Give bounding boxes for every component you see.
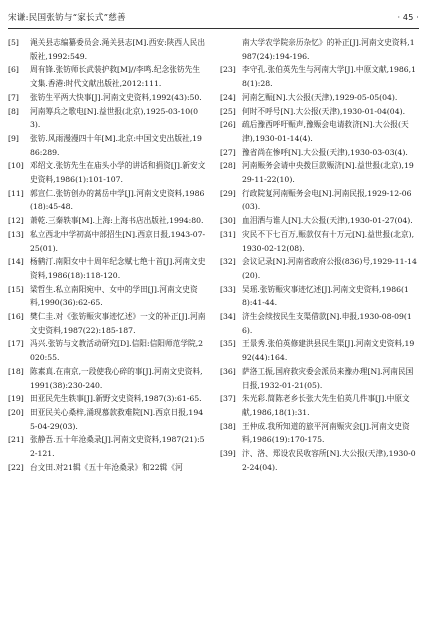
reference-item (8, 461, 206, 475)
reference-number: [21] (8, 435, 24, 445)
reference-number: [16] (8, 312, 24, 322)
reference-item (8, 91, 206, 105)
reference-text: 萧乾.三秦轶事[M].上海:上海书店出版社,1994:80. (30, 216, 204, 226)
reference-number: [23] (220, 65, 236, 75)
reference-item (220, 365, 418, 392)
reference-number: [32] (220, 257, 236, 267)
reference-text: 灾民不下七百万,赈款仅有十万元[N].益世报(北京),1930-02-12(08). (242, 229, 415, 253)
running-header (8, 6, 419, 29)
reference-number: [31] (220, 229, 236, 239)
reference-item (8, 63, 206, 90)
reference-text: 田亚民先生轶事[J].新野文史资料,1987(3):61-65. (30, 394, 202, 404)
reference-number: [8] (8, 106, 19, 116)
reference-text: 吴瑶.张钫赈灾事迹忆述[J].河南文史资料,1986(18):41-44. (242, 284, 409, 308)
reference-text: 汴、洛、郑设农民收容所[N].大公报(天津),1930-02-24(04). (242, 449, 416, 472)
reference-text: 南大学农学院亲历杂忆》的补正[J].河南文史资料,1987(24):194-196. (242, 38, 415, 61)
reference-text: 疏后豫西呼吁赈声,豫赈会电请救济[N].大公报(天津),1930-01-14(4). (242, 120, 409, 143)
references-right-column (220, 36, 418, 630)
reference-number: [26] (220, 120, 236, 130)
reference-text: 朱光彩.简陈老乡长张大先生伯英几件事[J].中原文献,1986,18(1):31. (242, 394, 410, 417)
reference-item (220, 337, 418, 364)
page-number: · 45 · (397, 12, 419, 22)
reference-number: [19] (8, 394, 24, 404)
reference-item (220, 105, 418, 119)
reference-text: 张静吾.五十年沧桑录[J].河南文史资料,1987(21):52-121. (30, 435, 205, 459)
reference-text: 梁哲生.私立南阳宛中、女中的学田[J].河南文史资料,1990(36):62-65. (30, 284, 198, 308)
reference-number: [10] (8, 161, 24, 171)
reference-item (220, 36, 418, 63)
reference-text: 王景秀.张伯英修建洪县民生渠[J].河南文史资料,1992(44):164. (242, 339, 415, 363)
reference-item (8, 214, 206, 228)
reference-item (8, 36, 206, 63)
reference-text: 王仲成.我所知道的旅平河南赈灾会[J].河南文史资料,1986(19):170-175. (242, 421, 410, 445)
reference-number: [38] (220, 421, 236, 431)
reference-number: [18] (8, 366, 24, 376)
reference-number: [37] (220, 394, 236, 404)
reference-number: [36] (220, 366, 236, 376)
reference-item (220, 420, 418, 447)
reference-number: [29] (220, 188, 236, 198)
references-left-column (8, 36, 206, 630)
reference-text: 济生会续按民生支渠借款[N].申报,1930-08-09(16). (242, 312, 412, 335)
reference-item (220, 228, 418, 255)
reference-text: 杨鹤汀.南阳女中十周年纪念赋七绝十首[J].河南文史资料,1986(18):118-120. (30, 257, 206, 280)
reference-item (220, 392, 418, 419)
reference-item (8, 132, 206, 159)
reference-item (220, 255, 418, 282)
reference-item (8, 337, 206, 364)
reference-item (220, 91, 418, 105)
reference-item (220, 447, 418, 474)
reference-number: [22] (8, 462, 24, 472)
reference-text: 萨洛工振,国府救灾委会派员来豫办理[N].河南民国日报,1932-01-21(05). (242, 366, 414, 390)
reference-text: 邓绍文.张钫先生在庙头小学的讲话和捐资[J].新安文史资料,1986(1):101-107. (30, 161, 206, 185)
reference-item (8, 406, 206, 433)
reference-text: 陈素真.在南京,一段使我心碎的事[J].河南文史资料,1991(38):230-240. (30, 366, 203, 390)
reference-text: 樊仁圭.对《张钫赈灾事迹忆述》一文的补正[J].河南文史资料,1987(22):185-187. (30, 312, 206, 335)
reference-number: [34] (220, 312, 236, 322)
reference-number: [28] (220, 161, 236, 171)
reference-text: 豫省尚在惨呼[N].大公报(天津),1930-03-03(4). (242, 147, 408, 157)
reference-text: 台文田.对21辑《五十年沧桑录》和22辑《河 (30, 462, 183, 472)
reference-number: [35] (220, 339, 236, 349)
reference-number: [24] (220, 92, 236, 102)
reference-number: [12] (8, 216, 24, 226)
reference-text: 河南筹兵之歌电[N].益世报(北京),1925-03-10(03). (30, 106, 199, 130)
reference-number: [15] (8, 284, 24, 294)
reference-number: [39] (220, 449, 236, 459)
reference-item (220, 118, 418, 145)
reference-number: [27] (220, 147, 236, 157)
reference-text: 郭宣仁.张钫创办的蒿岳中学[J].河南文史资料,1986(18):45-48. (30, 188, 205, 212)
reference-text: 行政院复河南赈务会电[N].河南民报,1929-12-06(03). (242, 188, 412, 212)
reference-item (220, 214, 418, 228)
reference-item (8, 310, 206, 337)
reference-item (8, 105, 206, 132)
reference-text: 河南赈务会请中央拨巨款赈济[N].益世报(北京),1929-11-22(10). (242, 161, 414, 185)
reference-item (220, 63, 418, 90)
reference-text: 冯兴.张钫与文教活动研究[D].信阳:信阳师范学院,2020:55. (30, 339, 204, 363)
reference-text: 私立西北中学初高中部招生[N].西京日报,1943-07-25(01). (30, 229, 206, 253)
reference-text: 血泪洒与谁人[N].大公报(天津),1930-01-27(04). (242, 216, 413, 226)
reference-item (8, 433, 206, 460)
reference-number: [14] (8, 257, 24, 267)
reference-item (8, 365, 206, 392)
reference-item (8, 159, 206, 186)
reference-number: [13] (8, 229, 24, 239)
reference-item (220, 283, 418, 310)
running-title: 宋谦:民国张钫与“家长式”慈善 (8, 13, 126, 23)
reference-number: [7] (8, 92, 19, 102)
reference-number: [17] (8, 339, 24, 349)
reference-item (8, 255, 206, 282)
reference-number: [5] (8, 38, 19, 47)
reference-item (8, 228, 206, 255)
reference-number: [25] (220, 106, 236, 116)
reference-text: 渑关县志编纂委员会.渑关县志[M].西安:陕西人民出版社,1992:549. (30, 38, 206, 61)
reference-number: [6] (8, 65, 19, 75)
reference-text: 张钫.风雨漫漫四十年[M].北京:中国文史出版社,1986:289. (30, 133, 202, 157)
reference-number: [9] (8, 133, 19, 143)
reference-item (8, 187, 206, 214)
reference-text: 李守孔.张伯英先生与河南大学[J].中原文献,1986,18(1):28. (242, 65, 416, 89)
reference-item (8, 283, 206, 310)
reference-text: 何时不呼号[N].大公报(天津),1930-01-04(04). (242, 106, 406, 116)
reference-text: 田亚民关心桑梓,涌现慕款救难院[N].西京日报,1945-04-29(03). (30, 407, 204, 431)
reference-item (220, 159, 418, 186)
reference-item (220, 187, 418, 214)
reference-item (220, 146, 418, 160)
reference-number: [30] (220, 216, 236, 226)
reference-text: 河南乞赈[N].大公报(天津),1929-05-05(04). (242, 92, 398, 102)
reference-text: 周有锋.张钫师长武装护救[M]//李鸣.纪念张钫先生文集.香港:时代文献出版社,2012:111. (30, 65, 201, 89)
reference-text: 会议记录[N].河南省政府公报(836)号,1929-11-14(20). (242, 257, 417, 280)
reference-number: [33] (220, 284, 236, 294)
reference-item (8, 392, 206, 406)
reference-number: [20] (8, 407, 24, 417)
reference-item (220, 310, 418, 337)
reference-text: 张钫生平两大快事[J].河南文史资料,1992(43):50. (30, 92, 202, 102)
reference-number: [11] (8, 188, 24, 198)
